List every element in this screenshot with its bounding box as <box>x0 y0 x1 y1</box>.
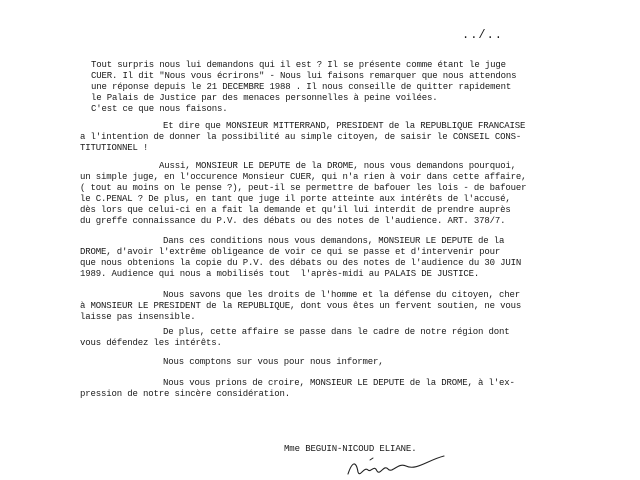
signatory-name: Mme BEGUIN-NICOUD ELIANE. <box>284 444 417 454</box>
p6-line-2: vous défendez les intérêts. <box>80 338 222 348</box>
p2-line-1: Et dire que MONSIEUR MITTERRAND, PRESIDENT de la REPUBLIQUE FRANCAISE <box>163 121 526 131</box>
p2-line-2: a l'intention de donner la possibilité au simple citoyen, de saisir le CONSEIL CONS- <box>80 132 522 142</box>
p4-line-1: Dans ces conditions nous vous demandons, MONSIEUR LE DEPUTE de la <box>163 236 505 246</box>
p3-line-4: le C.PENAL ? De plus, en tant que juge il porte atteinte aux intérêts de l'accusé, <box>80 194 511 204</box>
p3-line-3: ( tout au moins on le pense ?), peut-il se permettre de bafouer les lois - de bafouer <box>80 183 527 193</box>
p1-line-4: le Palais de Justice par des menaces personnelles à peine voilées. <box>91 93 438 103</box>
p1-line-2: CUER. Il dit "Nous vous écrirons" - Nous lui faisons remarquer que nous attendons <box>91 71 517 81</box>
p8-line-2: pression de notre sincère considération. <box>80 389 291 399</box>
p1-line-1: Tout surpris nous lui demandons qui il est ? Il se présente comme étant le juge <box>91 60 506 70</box>
p4-line-4: 1989. Audience qui nous a mobilisés tout l'après-midi au PALAIS DE JUSTICE. <box>80 269 480 279</box>
handwritten-signature <box>340 452 450 480</box>
p3-line-1: Aussi, MONSIEUR LE DEPUTE de la DROME, nous vous demandons pourquoi, <box>159 161 517 171</box>
p1-line-5: C'est ce que nous faisons. <box>91 104 228 114</box>
p4-line-3: que nous obtenions la copie du P.V. des débats ou des notes de l'audience du 30 JUIN <box>80 258 522 268</box>
page-continuation-marker: ../.. <box>462 28 504 42</box>
p2-line-3: TITUTIONNEL ! <box>80 143 149 153</box>
p8-line-1: Nous vous prions de croire, MONSIEUR LE DEPUTE de la DROME, à l'ex- <box>163 378 515 388</box>
p3-line-6: du greffe connaissance du P.V. des débats ou des notes de l'audience. ART. 378/7. <box>80 216 506 226</box>
p1-line-3: une réponse depuis le 21 DECEMBRE 1988 . Il nous conseille de quitter rapidement <box>91 82 512 92</box>
p3-line-5: dès lors que celui-ci en a fait la demande et qu'il lui interdit de prendre auprès <box>80 205 511 215</box>
p6-line-1: De plus, cette affaire se passe dans le cadre de notre région dont <box>163 327 510 337</box>
p3-line-2: un simple juge, en l'occurence Monsieur CUER, qui n'a rien à voir dans cette affaire, <box>80 172 527 182</box>
p5-line-2: à MONSIEUR LE PRESIDENT de la REPUBLIQUE, dont vous êtes un fervent soutien, ne vous <box>80 301 522 311</box>
p5-line-1: Nous savons que les droits de l'homme et la défense du citoyen, cher <box>163 290 521 300</box>
p5-line-3: laisse pas insensible. <box>80 312 196 322</box>
p4-line-2: DROME, d'avoir l'extrême obligeance de voir ce qui se passe et d'intervenir pour <box>80 247 501 257</box>
p7-line-1: Nous comptons sur vous pour nous informer, <box>163 357 384 367</box>
